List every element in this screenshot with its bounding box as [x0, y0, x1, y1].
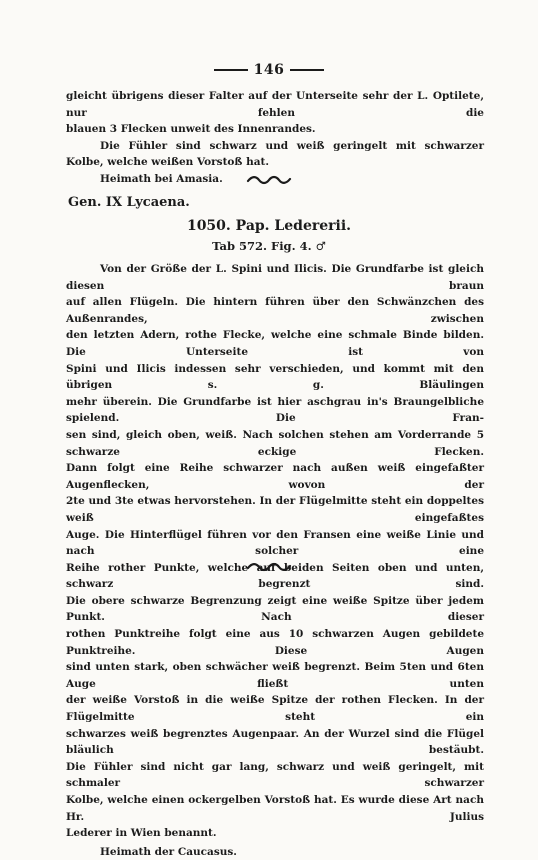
ornament-divider-2	[0, 557, 538, 576]
desc-line: den letzten Adern, rothe Flecke, welche eine schmale Binde bilden. Die Unterseite ist von	[66, 329, 484, 358]
desc-line: sind unten stark, oben schwächer weiß begrenzt. Beim 5ten und 6ten Auge fließt unten	[66, 661, 484, 690]
desc-line: Spini und Ilicis indessen sehr verschieden, und kommt mit den übrigen s. g. Bläulingen	[66, 362, 484, 392]
species-title: 1050. Pap. Ledererii.	[186, 218, 352, 234]
intro-line-2: blauen 3 Flecken unweit des Innenrandes.	[66, 123, 316, 136]
ornament-divider-1	[0, 170, 538, 189]
flourish-ornament-icon	[246, 562, 292, 572]
intro-line-1: gleicht übrigens dieser Falter auf der Unterseite sehr der L. Optilete, nur fehlen die	[66, 90, 484, 119]
desc-line: schwarzes weiß begrenztes Augenpaar. An der Wurzel sind die Flügel bläulich bestäubt.	[66, 727, 484, 757]
desc-line: Von der Größe der L. Spini und Ilicis. Die Grundfarbe ist gleich diesen braun	[66, 263, 484, 292]
desc-line: der weiße Vorstoß in die weiße Spitze der rothen Flecken. In der Flügelmitte steht ein	[66, 694, 484, 724]
desc-line: Reihe rother Punkte, welche auf beiden Seiten oben und unten, schwarz begrenzt sind.	[66, 561, 484, 591]
desc-line: Kolbe, welche einen ockergelben Vorstoß hat. Es wurde diese Art nach Hr. Julius	[66, 794, 484, 823]
desc-line: 2te und 3te etwas hervorstehen. In der Flügelmitte steht ein doppeltes weiß eingefaßtes	[66, 495, 484, 524]
desc-line: mehr überein. Die Grundfarbe ist hier aschgrau in's Braungelbliche spielend. Die Fran-	[66, 395, 484, 425]
desc-line: Die obere schwarze Begrenzung zeigt eine weiße Spitze über jedem Punkt. Nach dieser	[66, 594, 484, 624]
page-number: 146	[253, 62, 285, 78]
feeler-paragraph: Die Fühler sind schwarz und weiß geringelt mit schwarzer Kolbe, welche weißen Vorstoß hat.	[66, 139, 484, 169]
right-rule	[290, 69, 324, 71]
genus-heading: Gen. IX Lycaena.	[68, 195, 190, 210]
desc-line: Lederer in Wien benannt.	[66, 827, 217, 840]
desc-line: auf allen Flügeln. Die hintern führen über den Schwänzchen des Außenrandes, zwischen	[66, 296, 484, 325]
habitat-amasia: Heimath bei Amasia.	[100, 172, 223, 185]
desc-line: Auge. Die Hinterflügel führen vor den Fransen eine weiße Linie und nach solcher eine	[66, 528, 484, 558]
left-rule	[214, 69, 248, 71]
desc-line: Die Fühler sind nicht gar lang, schwarz und weiß geringelt, mit schmaler schwarzer	[66, 760, 484, 790]
flourish-ornament-icon	[246, 175, 292, 185]
desc-line: rothen Punktreihe folgt eine aus 10 schwarzen Augen gebildete Punktreihe. Diese Augen	[66, 628, 484, 657]
habitat-caucasus: Heimath der Caucasus.	[100, 845, 237, 858]
page-number-header	[0, 62, 538, 78]
plate-reference: Tab 572. Fig. 4. ♂	[212, 239, 326, 253]
desc-line: Dann folgt eine Reihe schwarzer nach außen weiß eingefaßter Augenflecken, wovon der	[66, 462, 484, 491]
desc-line: sen sind, gleich oben, weiß. Nach solchen stehen am Vorderrande 5 schwarze eckige Flecken.	[66, 428, 484, 458]
